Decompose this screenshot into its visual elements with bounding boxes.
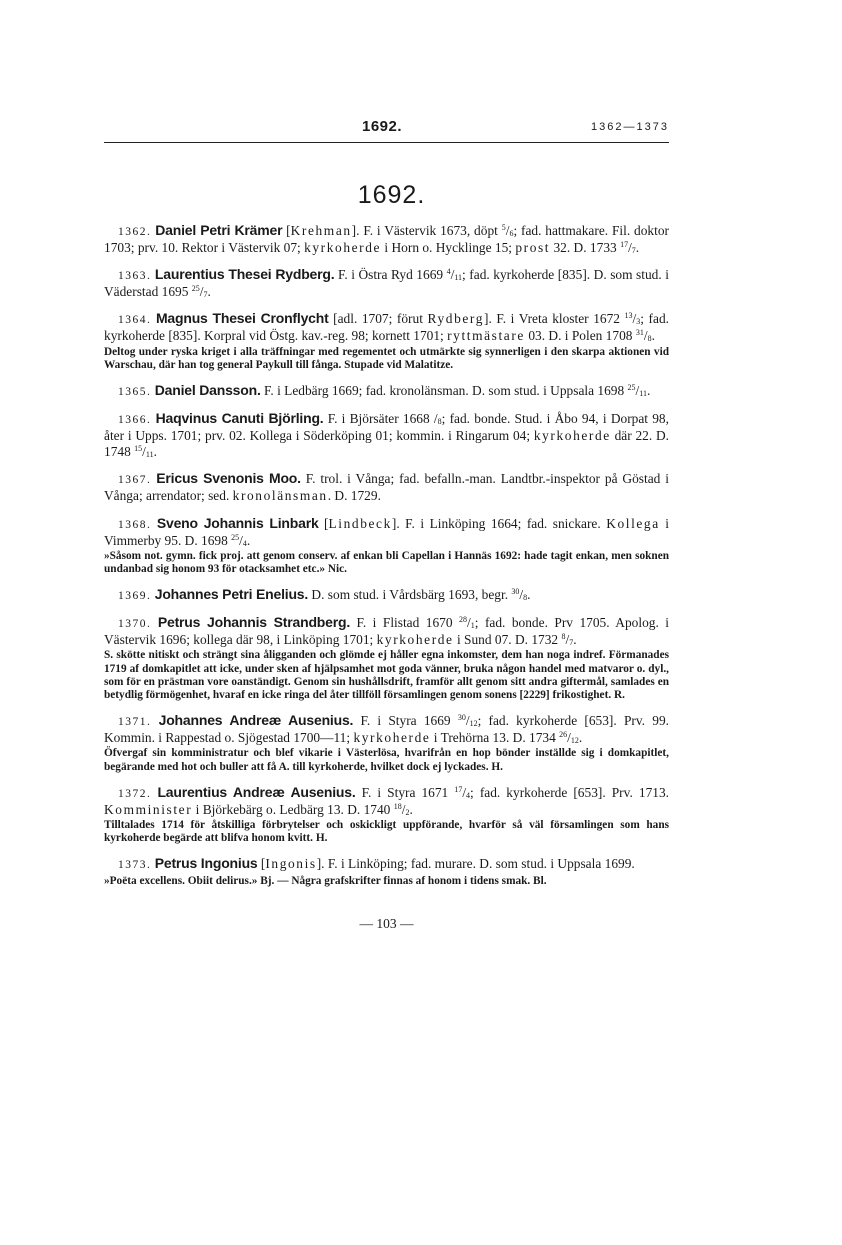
entry-1366 — [104, 410, 669, 460]
spaced-text: Kollega — [606, 515, 660, 531]
entry-text: . — [246, 532, 251, 548]
entry-1368 — [104, 515, 669, 577]
spaced-text: Rydberg — [427, 311, 485, 327]
entry-body — [104, 855, 669, 873]
fraction-den: 8 — [437, 417, 442, 427]
entry-number: 1373. — [118, 859, 152, 872]
running-head-range: 1362—1373 — [591, 121, 669, 133]
fraction-num: 30 — [457, 713, 466, 723]
fraction-den: 1 — [470, 621, 475, 631]
entry-1362 — [104, 222, 669, 256]
page-number: — 103 — — [359, 915, 414, 931]
fraction-den: 8 — [523, 593, 528, 603]
entry-text: . — [409, 801, 413, 817]
entry-body: 1364. Magnus Thesei Cronflycht [adl. 1707; förut Rydberg]. F. i Vreta kloster 1672 $^{13}/_3$; fad. kyrkoherde [835]. Korpral vid Östg. kav.-reg. 98; kornett 1701; ryttmästare 03. D. i Polen 1708 $^{31}/_8$. — [104, 310, 669, 344]
spaced-text: ryttmästare — [447, 328, 525, 344]
spaced-text: prost — [515, 240, 551, 256]
entry-text: [ — [257, 856, 266, 872]
spaced-text: Komminister — [104, 801, 193, 817]
fraction-num: 13 — [624, 311, 633, 321]
entry-body: 1369. Johannes Petri Enelius. D. som stud. i Vårdsbärg 1693, begr. $^{30}/_8$. — [118, 586, 531, 603]
fraction-den: 11 — [454, 273, 463, 283]
fraction-num: 26 — [559, 730, 568, 740]
book-page — [104, 118, 669, 932]
entry-1364 — [104, 310, 669, 372]
entry-text: F. i Björsäter 1668 / — [323, 411, 438, 427]
running-head-year: 1692. — [362, 118, 403, 135]
fraction-den: 7 — [631, 246, 636, 256]
entry-text: ]. F. i Linköping 1664; fad. snickare. — [391, 515, 607, 531]
fraction-den: 7 — [569, 638, 574, 648]
entry-number: 1372. — [118, 787, 152, 800]
entry-body: 1362. Daniel Petri Krämer [Krehman]. F. i Västervik 1673, döpt $^5/_6$; fad. hattmakare. Fil. doktor 1703; prv. 10. Rektor i Västervik 07; kyrkoherde i Horn o. Hycklinge 15; prost 32. D. 1733 $^{17}/_7$. — [104, 222, 669, 256]
entry-text: i Horn o. Hycklinge 15; — [381, 240, 516, 256]
entry-text: ]. F. i Vreta kloster 1672 — [484, 311, 625, 327]
spaced-text: kronolänsman — [232, 488, 328, 504]
fraction-num: 17 — [620, 240, 629, 250]
entry-text: där 22. D. 1748 — [104, 428, 669, 460]
spaced-text: kyrkoherde — [533, 428, 611, 444]
entry-name: Sveno Johannis Linbark — [156, 514, 319, 531]
entry-1363 — [104, 266, 669, 300]
fraction-num: 5 — [501, 223, 506, 232]
entry-number: 1368. — [118, 518, 152, 531]
entry-note: S. skötte nitiskt och strängt sina åligganden och glömde ej håller egna inkomster, dem han noga indref. Förmanades 1719 af domkapitlet att icke, under sken af hjälpsamhet mot goda vänner, bruka någon handel med matvaror o. dyl., som för en prästman vore oanständigt. Genom sin hushållsdrift, framför allt genom sitt andra giftermål, samlades en betydlig förmögenhet, hvaraf en icke ringa del åter tillföll församlingen genom sonens [2229] frikostighet. R. — [104, 649, 669, 702]
entry-number: 1371. — [118, 716, 152, 729]
header-rule — [104, 142, 669, 143]
spaced-text: Krehman — [290, 223, 352, 238]
fraction-den: 2 — [405, 807, 410, 817]
fraction-num: 4 — [446, 267, 451, 277]
entry-body: 1366. Haqvinus Canuti Björling. F. i Björsäter 1668 $/_8$; fad. bonde. Stud. i Åbo 94, i Dorpat 98, åter i Upps. 1701; prv. 02. Kollega i Söderköping 01; kommin. i Ringarum 04; kyrkoherde där 22. D. 1748 $^{15}/_{11}$. — [104, 410, 669, 460]
entry-body — [104, 470, 669, 504]
entry-name: Daniel Petri Krämer — [155, 222, 283, 238]
fraction-num: 25 — [191, 284, 200, 294]
spaced-text: kyrkoherde — [304, 240, 382, 256]
entry-1373 — [104, 855, 669, 887]
fraction-num: 25 — [231, 532, 240, 542]
entry-1370 — [104, 614, 669, 702]
spaced-text: Lindbeck — [328, 515, 392, 531]
entry-text: i Sund 07. D. 1732 — [453, 632, 562, 648]
entry-text: . D. 1729. — [327, 488, 381, 504]
fraction-den: 7 — [203, 290, 208, 300]
entry-text: i Vimmerby 95. D. 1698 — [104, 515, 669, 548]
entry-text: ; fad. bonde. Stud. i Åbo 94, i Dorpat 98, åter i Upps. 1701; prv. 02. Kollega i Söderköping 01; kommin. i Ringarum 04; — [104, 411, 669, 444]
fraction-num: 31 — [635, 328, 644, 338]
entry-text: ]. F. i Linköping; fad. murare. D. som stud. i Uppsala 1699. — [316, 856, 635, 872]
entry-name: Laurentius Thesei Rydberg. — [154, 266, 335, 283]
entry-body: 1368. Sveno Johannis Linbark [Lindbeck]. F. i Linköping 1664; fad. snickare. Kollega i Vimmerby 95. D. 1698 $^{25}/_4$. — [104, 514, 669, 548]
fraction-num: 15 — [134, 444, 143, 454]
entry-body: 1365. Daniel Dansson. F. i Ledbärg 1669; fad. kronolänsman. D. som stud. i Uppsala 1698 $^{25}/_{11}$. — [118, 381, 651, 398]
entry-body: 1370. Petrus Johannis Strandberg. F. i Flistad 1670 $^{28}/_1$; fad. bonde. Prv 1705. Apolog. i Västervik 1696; kollega där 98, i Linköping 1701; kyrkoherde i Sund 07. D. 1732 $^8/_7$. — [104, 614, 669, 648]
entry-number: 1363. — [118, 270, 152, 283]
entry-body: 1371. Johannes Andreæ Ausenius. F. i Styra 1669 $^{30}/_{12}$; fad. kyrkoherde [653]. Prv. 99. Kommin. i Rappestad o. Sjögestad 1700—11; kyrkoherde i Trehörna 13. D. 1734 $^{26}/_{12}$. — [104, 712, 669, 746]
entry-1371 — [104, 712, 669, 774]
entry-text: . — [578, 730, 583, 746]
entry-text: . — [651, 328, 655, 344]
entry-note: »Poëta excellens. Obiit delirus.» Bj. — Några grafskrifter finnas af honom i tidens smak. Bl. — [104, 874, 547, 887]
entry-note: Tilltalades 1714 för åtskilliga förbrytelser och oskickligt uppförande, hvarför så väl församlingen som hans kyrkoherde begärde att blifva honom kvitt. H. — [104, 819, 669, 845]
entry-text: . — [153, 444, 157, 460]
entry-text: F. i Flistad 1670 — [350, 615, 460, 631]
fraction-den: 8 — [647, 334, 652, 344]
entry-text: F. i Ledbärg 1669; fad. kronolänsman. D. som stud. i Uppsala 1698 — [260, 382, 628, 398]
entry-name: Petrus Ingonius — [154, 855, 258, 872]
entry-name: Haqvinus Canuti Björling. — [155, 410, 324, 427]
entry-note: »Såsom not. gymn. fick proj. att genom conserv. af enkan bli Capellan i Hannäs 1692: hade tagit enkan, men soknen undanbad sig honom 93 för otacksamhet etc.» Nic. — [104, 549, 669, 575]
entry-text: i Trehörna 13. D. 1734 — [430, 730, 560, 746]
entry-text: . — [646, 382, 651, 398]
entry-name: Petrus Johannis Strandberg. — [157, 614, 351, 631]
entry-text: . — [635, 240, 640, 256]
entry-number: 1366. — [118, 414, 152, 427]
entry-note: Deltog under ryska kriget i alla träffningar med regementet och utmärkte sig synnerligen i den skarpa aktionen vid Warschau, där han tog general Paykull till fånga. Stupade vid Malatitze. — [104, 345, 669, 371]
entry-text: . — [573, 632, 577, 648]
entry-name: Ericus Svenonis Moo. — [156, 470, 301, 487]
fraction-num: 8 — [561, 632, 566, 642]
entry-text: [adl. 1707; förut — [328, 311, 428, 327]
entry-text: ; fad. kyrkoherde [653]. Prv. 99. Kommin. i Rappestad o. Sjögestad 1700—11; — [104, 713, 669, 746]
entry-number: 1362. — [118, 226, 152, 238]
spaced-text: kyrkoherde — [376, 632, 454, 648]
entry-name: Johannes Andreæ Ausenius. — [158, 712, 354, 729]
entry-note: Öfvergaf sin komministratur och blef vikarie i Västerlösa, hvarifrån en hop bönder inställde sig i domkapitlet, begärande med hot och buller att få A. till kyrkoherde, hvilket dock ej lyckades. H. — [104, 747, 669, 773]
section-title: 1692. — [357, 181, 426, 209]
entry-text: i Björkebärg o. Ledbärg 13. D. 1740 — [192, 801, 394, 817]
fraction-den: 3 — [636, 317, 641, 327]
running-head — [104, 118, 669, 140]
entry-body: 1363. Laurentius Thesei Rydberg. F. i Östra Ryd 1669 $^4/_{11}$; fad. kyrkoherde [835]. D. som stud. i Väderstad 1695 $^{25}/_7$. — [104, 266, 669, 300]
fraction-num: 17 — [454, 784, 463, 794]
entry-body: 1372. Laurentius Andreæ Ausenius. F. i Styra 1671 $^{17}/_4$; fad. kyrkoherde [653]. Prv. 1713. Komminister i Björkebärg o. Ledbärg 13. D. 1740 $^{18}/_2$. — [104, 783, 669, 817]
entry-number: 1365. — [118, 385, 152, 398]
entry-1372 — [104, 784, 669, 846]
entry-text: ]. F. i Västervik 1673, döpt — [351, 223, 502, 238]
entry-text: ; fad. kyrkoherde [653]. Prv. 1713. — [470, 784, 669, 800]
entry-name: Magnus Thesei Cronflycht — [155, 310, 329, 327]
fraction-num: 25 — [627, 382, 636, 392]
entry-text: . — [527, 587, 531, 603]
fraction-den: 11 — [639, 388, 647, 398]
entry-text: . — [207, 284, 211, 300]
entry-text: 32. D. 1733 — [550, 240, 621, 256]
fraction-den: 11 — [145, 450, 154, 460]
fraction-num: 28 — [459, 615, 468, 625]
fraction-num: 30 — [511, 587, 520, 597]
spaced-text: kyrkoherde — [353, 730, 431, 746]
entry-number: 1369. — [118, 590, 152, 603]
entry-text: ; fad. hattmakare. Fil. doktor 1703; prv. 10. Rektor i Västervik 07; — [104, 223, 669, 256]
entry-text: F. trol. i Vånga; fad. befalln.-man. Landtbr.-inspektor på Göstad i Vånga; arrendator; sed. — [104, 471, 669, 504]
entry-name: Daniel Dansson. — [154, 381, 261, 398]
entry-1369 — [104, 586, 669, 604]
entry-text: ; fad. kyrkoherde [835]. D. som stud. i Väderstad 1695 — [104, 267, 669, 300]
fraction-den: 6 — [509, 229, 514, 238]
entry-text: ; fad. bonde. Prv 1705. Apolog. i Västervik 1696; kollega där 98, i Linköping 1701; — [104, 615, 669, 648]
entry-name: Laurentius Andreæ Ausenius. — [157, 783, 356, 800]
fraction-den: 12 — [570, 736, 579, 746]
entry-text: [ — [318, 515, 329, 531]
fraction-den: 12 — [469, 719, 478, 729]
spaced-text: Ingonis — [265, 856, 317, 872]
entry-text: 03. D. i Polen 1708 — [524, 328, 636, 344]
entry-text: F. i Styra 1669 — [353, 713, 458, 729]
entry-number: 1367. — [118, 474, 152, 487]
fraction-den: 4 — [466, 790, 471, 800]
entry-number: 1370. — [118, 618, 152, 631]
entry-name: Johannes Petri Enelius. — [154, 586, 309, 603]
fraction-den: 4 — [242, 538, 247, 548]
fraction-num: 18 — [393, 801, 402, 811]
entry-text: D. som stud. i Vårdsbärg 1693, begr. — [308, 587, 512, 603]
entry-text: F. i Östra Ryd 1669 — [334, 267, 447, 283]
entry-text: ; fad. kyrkoherde [835]. Korpral vid Östg. kav.-reg. 98; kornett 1701; — [104, 311, 669, 344]
entry-1365 — [104, 382, 669, 400]
entry-1367 — [104, 470, 669, 504]
entry-text: [ — [282, 223, 291, 238]
entry-text: F. i Styra 1671 — [355, 784, 455, 800]
entry-number: 1364. — [118, 314, 152, 327]
